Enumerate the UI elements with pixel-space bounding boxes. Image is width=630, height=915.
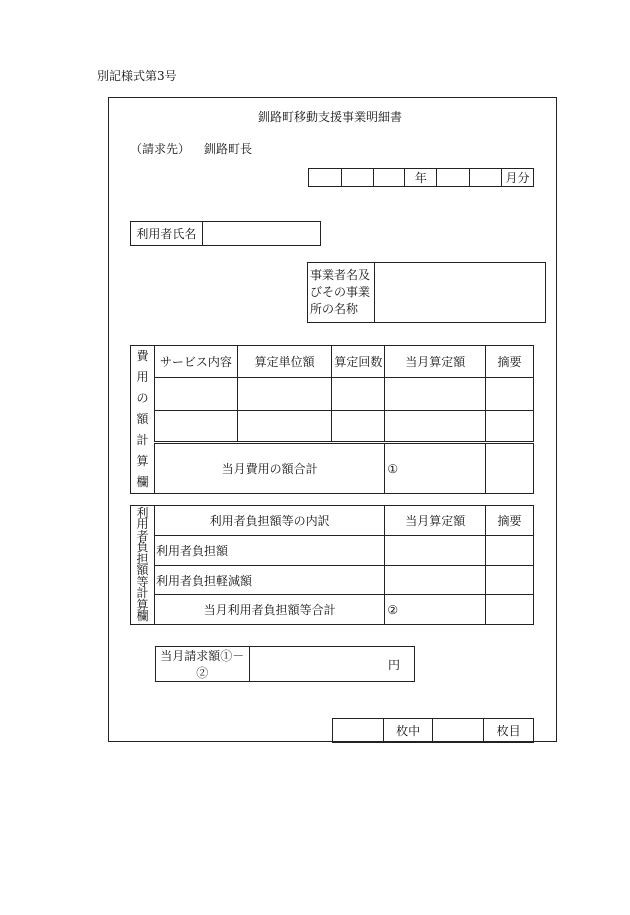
cost-total-value[interactable] xyxy=(385,443,486,494)
burden-cell[interactable] xyxy=(486,566,534,595)
side-char: 算 xyxy=(136,454,149,468)
form-number: 別記様式第3号 xyxy=(97,69,177,83)
col-header-monthly-amount: 当月算定額 xyxy=(385,506,486,536)
side-char: 等 xyxy=(136,574,149,589)
col-header-remarks: 摘要 xyxy=(486,346,534,378)
provider-field[interactable] xyxy=(374,263,545,323)
page-count-table xyxy=(332,718,534,743)
burden-side-label xyxy=(131,506,155,625)
cost-total-label: 当月費用の額合計 xyxy=(154,443,384,494)
billing-amount-field[interactable] xyxy=(249,647,414,682)
side-char: 用 xyxy=(136,370,149,384)
yen-unit: 円 xyxy=(387,657,400,672)
date-cell[interactable] xyxy=(470,169,502,187)
cost-total-remarks[interactable] xyxy=(486,443,534,494)
date-cell[interactable] xyxy=(309,169,342,187)
cost-cell[interactable] xyxy=(237,378,332,410)
cost-cell[interactable] xyxy=(332,410,385,442)
side-char: 計 xyxy=(136,433,149,447)
burden-row-label: 利用者負担額 xyxy=(154,536,384,566)
burden-total-value[interactable] xyxy=(385,595,486,625)
side-char: 欄 xyxy=(136,475,149,489)
user-name-table xyxy=(130,221,321,246)
recipient-name: 釧路町長 xyxy=(204,142,253,156)
table-row xyxy=(131,410,534,442)
burden-cell[interactable] xyxy=(385,566,486,595)
provider-label-line: 事業者名及 xyxy=(310,268,371,282)
side-char: 費 xyxy=(136,349,149,363)
cost-cell[interactable] xyxy=(332,378,385,410)
provider-table xyxy=(307,262,546,323)
recipient-label: （請求先） xyxy=(130,142,191,156)
burden-cell[interactable] xyxy=(486,536,534,566)
side-char: 額 xyxy=(136,563,149,577)
burden-total-label: 当月利用者負担額等合計 xyxy=(154,595,384,625)
cost-cell[interactable] xyxy=(154,378,237,410)
page-label: 枚目 xyxy=(484,719,534,743)
side-char: 計 xyxy=(136,586,149,600)
table-row xyxy=(131,566,534,595)
col-header-service: サービス内容 xyxy=(154,346,237,378)
col-header-breakdown: 利用者負担額等の内訳 xyxy=(154,506,384,536)
user-name-field[interactable] xyxy=(202,222,320,246)
side-char: 用 xyxy=(136,517,149,531)
burden-cell[interactable] xyxy=(385,536,486,566)
provider-label-line: びその事業 xyxy=(310,285,371,299)
date-table xyxy=(308,168,534,187)
burden-total-remarks[interactable] xyxy=(486,595,534,625)
page-number-field[interactable] xyxy=(433,719,484,743)
col-header-count: 算定回数 xyxy=(332,346,385,378)
billing-label: 当月請求額①－② xyxy=(156,647,250,682)
side-char: 担 xyxy=(136,551,149,566)
cost-cell[interactable] xyxy=(486,410,534,442)
cost-cell[interactable] xyxy=(486,378,534,410)
cost-cell[interactable] xyxy=(385,378,486,410)
year-label: 年 xyxy=(405,169,437,187)
col-header-monthly-amount: 当月算定額 xyxy=(385,346,486,378)
col-header-unit-amount: 算定単位額 xyxy=(237,346,332,378)
table-row xyxy=(131,378,534,410)
total-marker: ② xyxy=(387,602,399,617)
side-char: 欄 xyxy=(136,609,149,623)
cost-cell[interactable] xyxy=(385,410,486,442)
cost-table xyxy=(130,345,534,494)
cost-side-label xyxy=(131,346,155,494)
col-header-remarks: 摘要 xyxy=(486,506,534,536)
table-row xyxy=(131,536,534,566)
billing-table xyxy=(155,646,415,682)
document-title: 釧路町移動支援事業明細書 xyxy=(258,110,403,124)
cost-cell[interactable] xyxy=(237,410,332,442)
month-label: 月分 xyxy=(502,169,534,187)
side-char: 者 xyxy=(136,528,149,543)
user-name-label: 利用者氏名 xyxy=(131,222,203,246)
date-cell[interactable] xyxy=(437,169,470,187)
side-char: 負 xyxy=(136,540,149,554)
of-pages-label: 枚中 xyxy=(383,719,433,743)
provider-label-line: 所の名称 xyxy=(310,302,359,316)
date-cell[interactable] xyxy=(373,169,405,187)
date-cell[interactable] xyxy=(341,169,373,187)
provider-label xyxy=(308,263,375,323)
cost-cell[interactable] xyxy=(154,410,237,442)
side-char: の xyxy=(136,391,149,405)
side-char: 利 xyxy=(136,505,149,520)
side-char: 算 xyxy=(136,597,149,612)
burden-row-label: 利用者負担軽減額 xyxy=(154,566,384,595)
side-char: 額 xyxy=(136,412,149,426)
burden-table xyxy=(130,505,534,625)
total-marker: ① xyxy=(387,461,399,476)
total-pages-field[interactable] xyxy=(333,719,384,743)
